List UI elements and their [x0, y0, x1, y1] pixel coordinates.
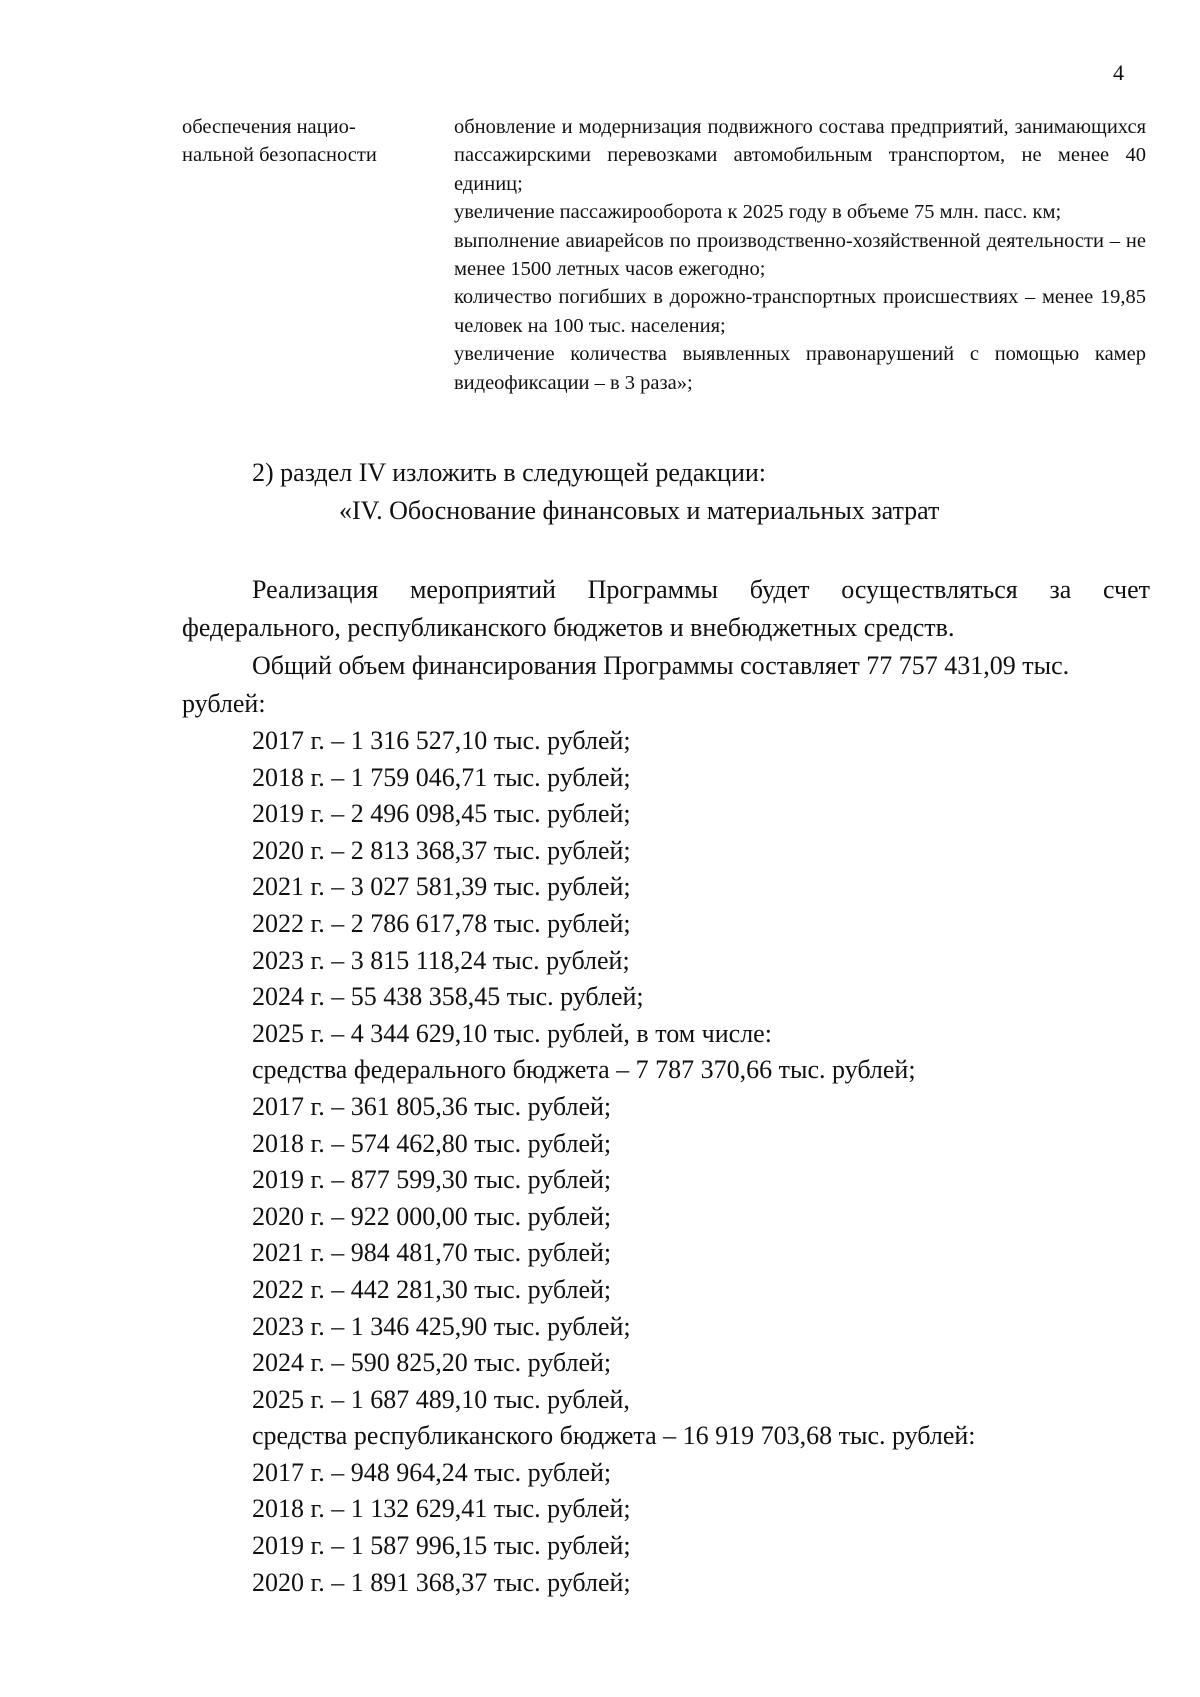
- funding-year-line: 2018 г. – 1 759 046,71 тыс. рублей;: [252, 762, 631, 792]
- funding-year-line: 2019 г. – 2 496 098,45 тыс. рублей;: [252, 799, 631, 829]
- funding-year-line: 2017 г. – 1 316 527,10 тыс. рублей;: [252, 726, 631, 755]
- federal-year-line: 2018 г. – 574 462,80 тыс. рублей;: [252, 1128, 612, 1158]
- table-left-column: [182, 113, 454, 397]
- paragraph: Реализация мероприятий Программы будет осуществляться за счет федерального, республиканского бюджетов и внебюджетных средств.: [182, 575, 1150, 642]
- republic-year-line: 2020 г. – 1 891 368,37 тыс. рублей;: [252, 1567, 631, 1597]
- funding-year-line: 2022 г. – 2 786 617,78 тыс. рублей;: [252, 908, 631, 938]
- funding-year-line: 2021 г. – 3 027 581,39 тыс. рублей;: [252, 872, 631, 902]
- federal-year-line: 2017 г. – 361 805,36 тыс. рублей;: [252, 1091, 612, 1121]
- federal-year-line: 2025 г. – 1 687 489,10 тыс. рублей,: [252, 1384, 630, 1414]
- table-left-line: обеспечения нацио-: [182, 116, 356, 138]
- federal-year-line: 2021 г. – 984 481,70 тыс. рублей;: [252, 1238, 612, 1268]
- indicator-item: выполнение авиарейсов по производственно-хозяйственной деятельности – не менее 1500 летных часов ежегодно;: [454, 229, 1146, 281]
- funding-year-line: 2024 г. – 55 438 358,45 тыс. рублей;: [252, 982, 644, 1012]
- indicator-item: увеличение количества выявленных правонарушений с помощью камер видеофиксации – в 3 раза»;: [454, 343, 1146, 394]
- federal-year-line: 2020 г. – 922 000,00 тыс. рублей;: [252, 1201, 612, 1231]
- section-heading: «IV. Обоснование финансовых и материальных затрат: [339, 496, 940, 525]
- funding-year-line: 2025 г. – 4 344 629,10 тыс. рублей, в том числе:: [252, 1018, 772, 1048]
- federal-year-line: 2023 г. – 1 346 425,90 тыс. рублей;: [252, 1311, 631, 1341]
- federal-year-line: 2022 г. – 442 281,30 тыс. рублей;: [252, 1274, 612, 1304]
- republic-year-line: 2019 г. – 1 587 996,15 тыс. рублей;: [252, 1531, 631, 1561]
- indicators-table: [182, 113, 1150, 397]
- indicator-item: обновление и модернизация подвижного состава предприятий, занимающихся пассажирскими перевозками автомобильным транспортом, не менее 40 единиц;: [454, 116, 1146, 195]
- page-number: 4: [1113, 60, 1124, 85]
- republic-budget-title: средства республиканского бюджета – 16 919 703,68 тыс. рублей:: [252, 1421, 976, 1451]
- funding-year-line: 2020 г. – 2 813 368,37 тыс. рублей;: [252, 835, 631, 865]
- paragraph-line: рублей:: [182, 689, 266, 718]
- funding-year-line: 2023 г. – 3 815 118,24 тыс. рублей;: [252, 945, 630, 975]
- table-right-column: [454, 113, 1146, 397]
- amendment-item: 2) раздел IV изложить в следующей редакции:: [252, 458, 766, 487]
- main-text: [182, 454, 1150, 1601]
- federal-year-line: 2019 г. – 877 599,30 тыс. рублей;: [252, 1165, 612, 1195]
- indicator-item: увеличение пассажирооборота к 2025 году в объеме 75 млн. пасс. км;: [454, 201, 1062, 224]
- spacer: [182, 530, 1150, 571]
- table-left-line: нальной безопасности: [182, 144, 377, 167]
- federal-year-line: 2024 г. – 590 825,20 тыс. рублей;: [252, 1348, 612, 1378]
- paragraph-line: Общий объем финансирования Программы составляет 77 757 431,09 тыс.: [252, 651, 1070, 680]
- republic-year-line: 2017 г. – 948 964,24 тыс. рублей;: [252, 1457, 612, 1487]
- indicator-item: количество погибших в дорожно-транспортных происшествиях – менее 19,85 человек на 100 тыс. населения;: [454, 286, 1146, 337]
- federal-budget-title: средства федерального бюджета – 7 787 370,66 тыс. рублей;: [252, 1055, 916, 1085]
- republic-year-line: 2018 г. – 1 132 629,41 тыс. рублей;: [252, 1494, 631, 1524]
